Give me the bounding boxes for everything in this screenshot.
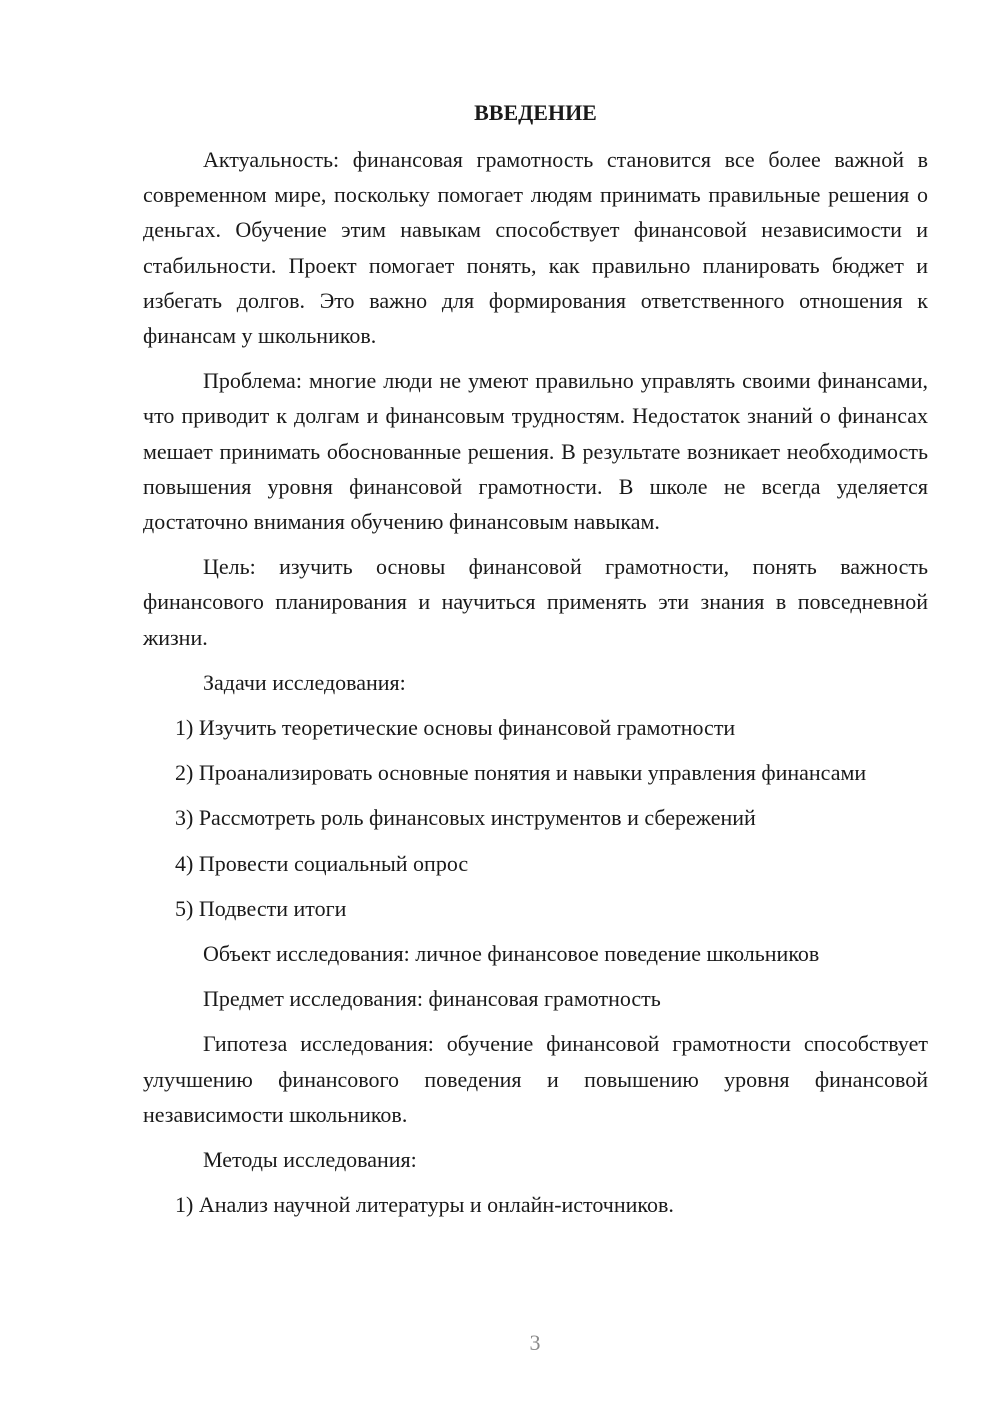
method-item-1: 1) Анализ научной литературы и онлайн-источников. <box>175 1192 674 1218</box>
task-item-5: 5) Подвести итоги <box>175 895 347 921</box>
task-item-4: 4) Провести социальный опрос <box>175 850 469 876</box>
section-heading: ВВЕДЕНИЕ <box>474 100 597 125</box>
relevance-paragraph: Актуальность: финансовая грамотность становится все более важной в современном мире, поскольку помогает людям принимать правильные решения о деньгах. Обучение этим навыкам способствует финансовой независимости и стабильности. Проект помогает понять, как правильно планировать бюджет и избегать долгов. Это важно для формирования ответственного отношения к финансам у школьников. <box>143 147 928 349</box>
document-body <box>143 95 928 1232</box>
research-object: Объект исследования: личное финансовое поведение школьников <box>203 941 820 967</box>
task-item-1: 1) Изучить теоретические основы финансовой грамотности <box>175 715 736 741</box>
problem-paragraph: Проблема: многие люди не умеют правильно управлять своими финансами, что приводит к долгам и финансовым трудностям. Недостаток знаний о финансах мешает принимать обоснованные решения. В результате возникает необходимость повышения уровня финансовой грамотности. В школе не всегда уделяется достаточно внимания обучению финансовым навыкам. <box>143 368 928 535</box>
task-item-2: 2) Проанализировать основные понятия и навыки управления финансами <box>175 760 867 786</box>
methods-heading: Методы исследования: <box>203 1147 417 1173</box>
hypothesis-paragraph: Гипотеза исследования: обучение финансовой грамотности способствует улучшению финансового поведения и повышению уровня финансовой независимости школьников. <box>143 1031 928 1127</box>
tasks-heading: Задачи исследования: <box>203 669 406 695</box>
task-item-3: 3) Рассмотреть роль финансовых инструментов и сбережений <box>175 805 756 831</box>
page-number: 3 <box>529 1330 541 1355</box>
goal-paragraph: Цель: изучить основы финансовой грамотности, понять важность финансового планирования и научиться применять эти знания в повседневной жизни. <box>143 554 928 650</box>
research-subject: Предмет исследования: финансовая грамотность <box>203 986 661 1012</box>
